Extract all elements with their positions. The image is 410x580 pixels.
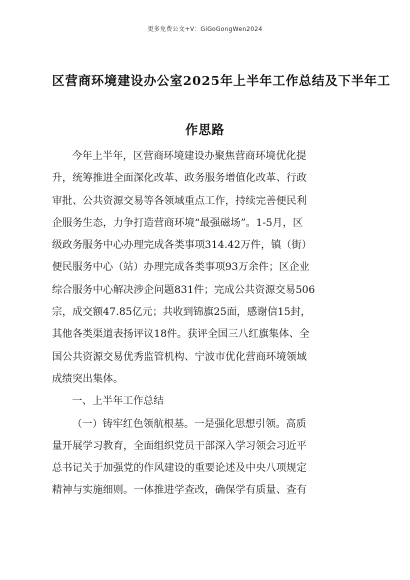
body-line: （一）铸牢红色领航根基。一是强化思想引领。高质 [72, 418, 307, 430]
document-title-line-2: 作思路 [185, 122, 225, 137]
body-line: 成绩突出集体。 [52, 373, 124, 385]
body-line: 国公共资源交易优秀监管机构、宁波市优化营商环境领域 [52, 351, 307, 363]
body-line: 级政务服务中心办理完成各类事项314.42万件，镇（街） [52, 240, 312, 252]
body-line: 审批、公共资源交易等各领域重点工作，持续完善便民利 [52, 195, 307, 207]
body-line: 其他各类渠道表扬评议18件。获评全国三八红旗集体、全 [52, 329, 310, 341]
document-title-line-1: 区营商环境建设办公室2025年上半年工作总结及下半年工 [52, 73, 391, 88]
body-line: 精神与实施细则。一体推进学查改，确保学有质量、查有 [52, 485, 307, 497]
body-line: 便民服务中心（站）办理完成各类事项93万余件；区企业 [52, 262, 310, 274]
body-line: 升，统筹推进全面深化改革、政务服务增值化改革、行政 [52, 173, 307, 185]
body-line: 总书记关于加强党的作风建设的重要论述及中央八项规定 [52, 463, 307, 475]
body-line: 今年上半年，区营商环境建设办聚焦营商环境优化提 [72, 151, 307, 162]
body-line: 宗，成交额47.85亿元；共收到锦旗25面，感谢信15封， [52, 307, 311, 319]
document-body [52, 146, 370, 503]
body-line: 综合服务中心解决涉企问题831件；完成公共资源交易506 [52, 284, 316, 296]
header-note: 更多免费公文+V：GiGoGongWen2024 [147, 26, 263, 33]
body-line: 企服务生态，力争打造营商环境“最强磁场”。1-5月，区 [52, 217, 303, 229]
body-line: 量开展学习教育，全面组织党员干部深入学习领会习近平 [52, 440, 307, 452]
section-heading: 一、上半年工作总结 [72, 396, 164, 408]
